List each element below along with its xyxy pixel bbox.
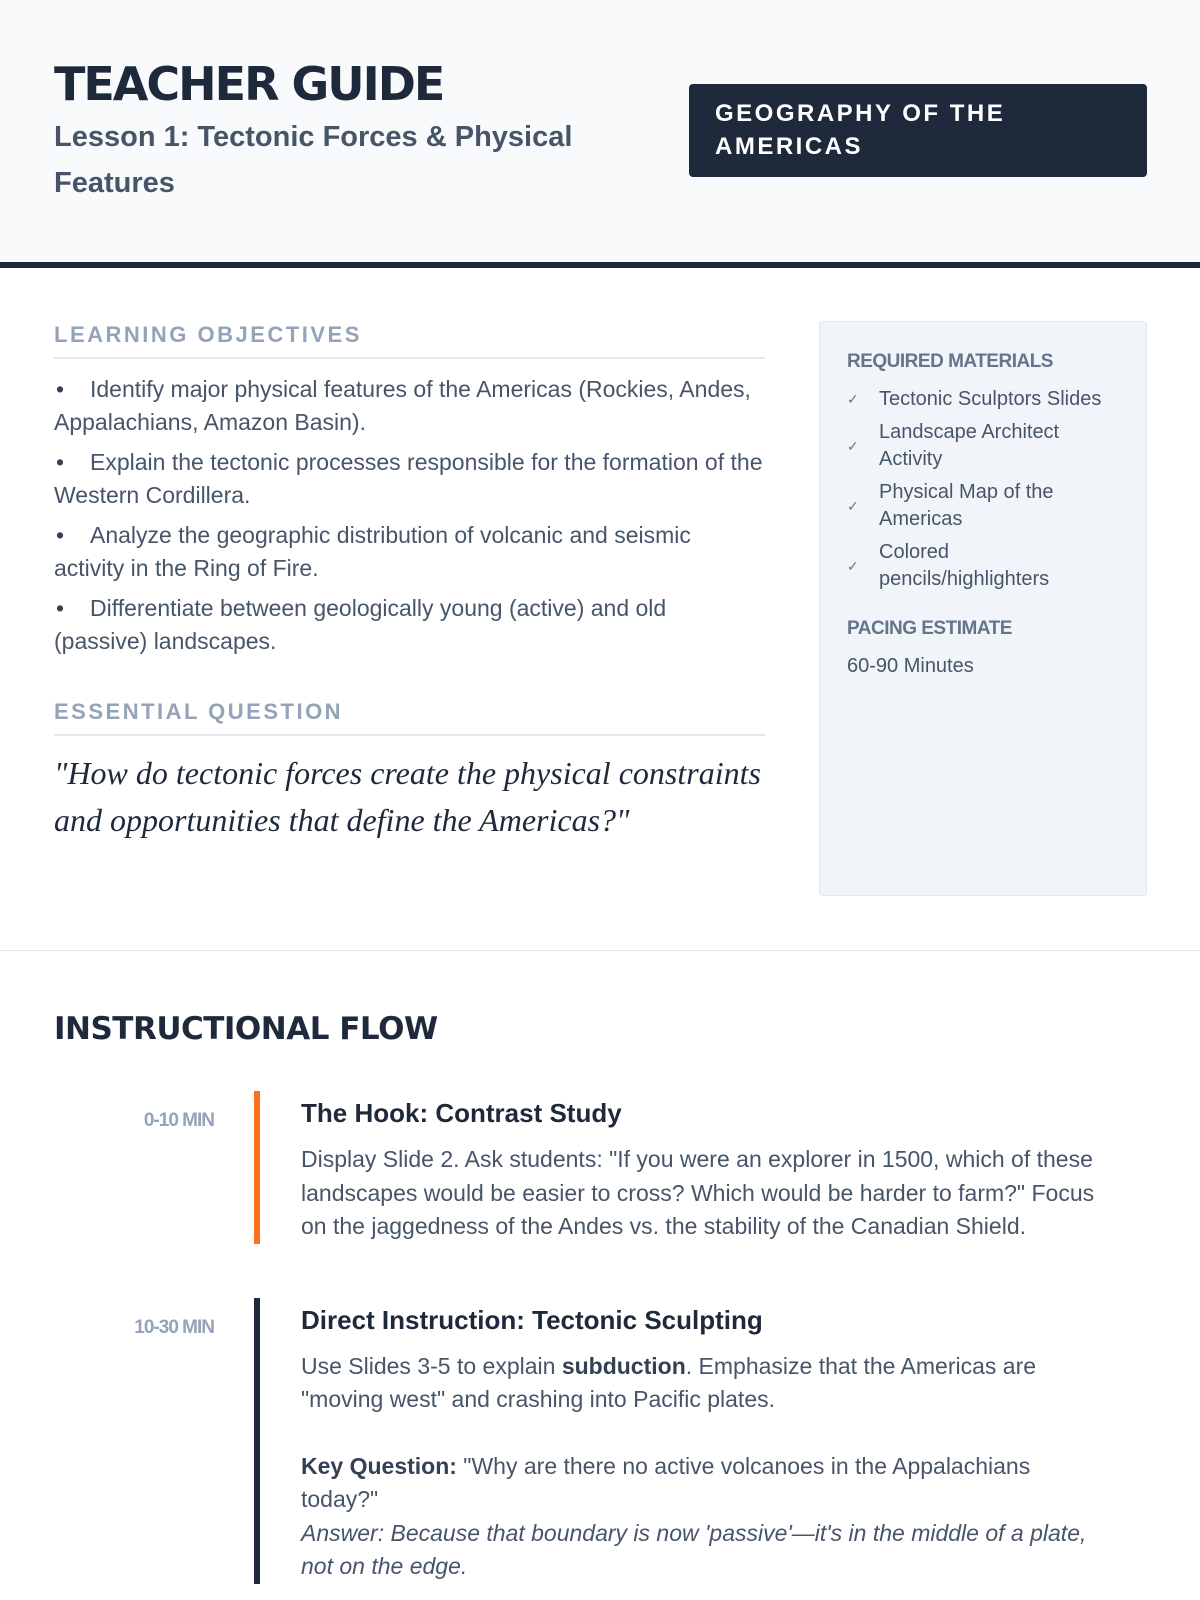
essential-question: "How do tectonic forces create the physical constraints and opportunities that define the Americas?"	[54, 755, 761, 838]
check-icon: ✓	[847, 497, 859, 514]
lesson-subtitle: Lesson 1: Tectonic Forces & Physical Features	[54, 121, 573, 199]
objective-item: • Differentiate between geologically young (active) and old (passive) landscapes.	[54, 592, 765, 658]
material-label: Tectonic Sculptors Slides	[879, 388, 1102, 410]
course-badge: GEOGRAPHY OF THE AMERICAS	[689, 84, 1147, 177]
objective-item: • Explain the tectonic processes responsible for the formation of the Western Cordillera.	[54, 446, 765, 512]
step-time: 0-10 MIN	[143, 1110, 214, 1131]
material-item	[847, 479, 1119, 533]
step-time: 10-30 MIN	[134, 1316, 214, 1338]
essential-question-heading: ESSENTIAL QUESTION	[54, 698, 765, 736]
objectives-column	[54, 321, 765, 844]
flow-step	[0, 1091, 1147, 1244]
key-question	[301, 1450, 1101, 1517]
header	[0, 0, 1200, 268]
instructional-flow-section	[0, 951, 1200, 1584]
objective-item: • Identify major physical features of the Americas (Rockies, Andes, Appalachians, Amazon Basin).	[54, 373, 765, 439]
step-content	[301, 1298, 1101, 1584]
material-label: Colored pencils/highlighters	[879, 541, 1050, 590]
material-item	[847, 386, 1119, 413]
pacing-value: 60-90 Minutes	[847, 655, 974, 677]
body-emphasis: subduction	[561, 1352, 686, 1379]
body-text: Use Slides 3-5 to explain	[301, 1352, 562, 1379]
material-label: Landscape Architect Activity	[879, 421, 1060, 470]
step-content	[301, 1091, 1101, 1244]
step-title: Direct Instruction: Tectonic Sculpting	[301, 1304, 763, 1335]
instructional-flow-heading: INSTRUCTIONAL FLOW	[54, 1011, 438, 1047]
step-title: The Hook: Contrast Study	[301, 1098, 622, 1128]
step-body	[301, 1350, 1101, 1417]
material-label: Physical Map of the Americas	[879, 481, 1054, 530]
key-question-text: "Why are there no active volcanoes in the Appalachians today?"	[301, 1452, 1031, 1512]
materials-heading: REQUIRED MATERIALS	[847, 351, 1053, 372]
page-title: TEACHER GUIDE	[54, 57, 444, 111]
check-icon: ✓	[847, 557, 859, 574]
step-body: Display Slide 2. Ask students: "If you were an explorer in 1500, which of these landscapes would be easier to cross? Which would be harder to farm?" Focus on the jaggedness of the Andes vs. the stability of the Canadian Shield.	[301, 1146, 1095, 1239]
check-icon: ✓	[847, 437, 859, 454]
material-item	[847, 539, 1119, 593]
body-text: . Emphasize that the Americas are "moving west" and crashing into Pacific plates.	[301, 1352, 1037, 1412]
check-icon: ✓	[847, 391, 859, 407]
flow-step	[0, 1298, 1147, 1584]
overview-section	[0, 268, 1200, 951]
step-accent-bar	[254, 1091, 260, 1244]
objectives-list	[54, 373, 765, 658]
objectives-heading: LEARNING OBJECTIVES	[54, 321, 765, 359]
pacing-heading: PACING ESTIMATE	[847, 618, 1012, 639]
answer-text: Answer: Because that boundary is now 'passive'—it's in the middle of a plate, not on the edge.	[301, 1519, 1087, 1579]
material-item	[847, 419, 1119, 473]
step-accent-bar	[254, 1298, 260, 1584]
materials-sidebar	[819, 321, 1147, 896]
objective-item: • Analyze the geographic distribution of volcanic and seismic activity in the Ring of Fire.	[54, 519, 765, 585]
header-titles	[54, 56, 654, 206]
key-question-label: Key Question:	[301, 1452, 457, 1479]
